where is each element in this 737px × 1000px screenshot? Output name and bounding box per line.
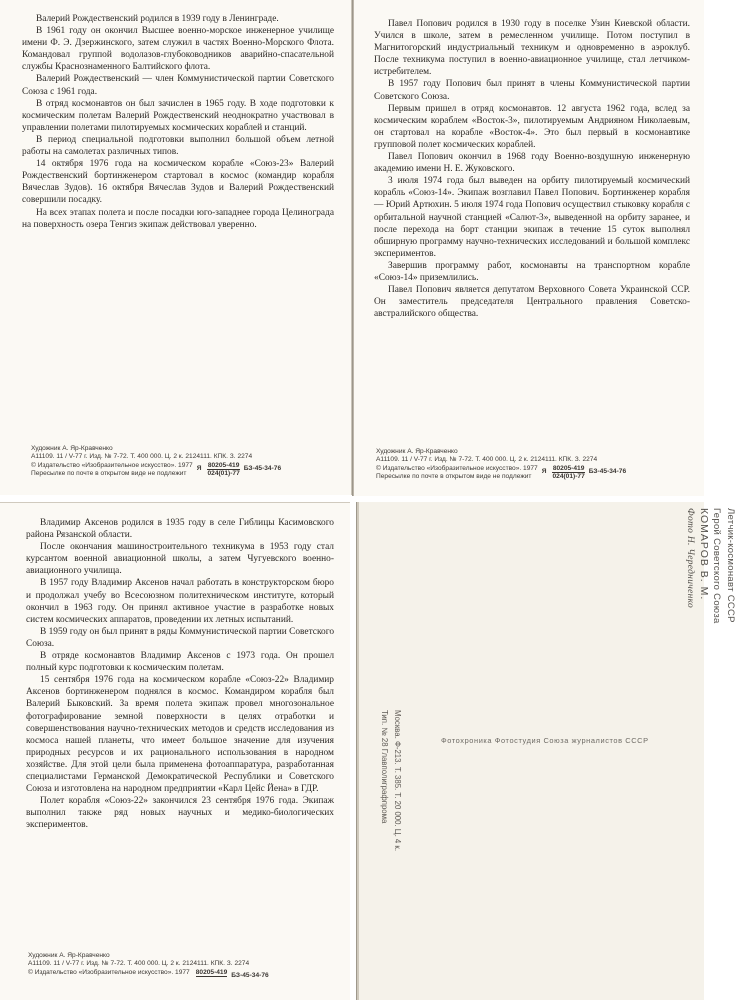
paragraph: Павел Попович является депутатом Верховного Совета Украинской ССР. Он заместитель председателя Центрального правления Советско-австралийского общества. [374, 285, 690, 320]
publisher-line: Фотохроника Фотостудия Союза журналистов СССР [441, 736, 649, 745]
paragraph: В 1957 году Попович был принят в члены Коммунистической партии Советского Союза. [374, 79, 690, 102]
paragraph: В 1959 году он был принят в ряды Коммунистической партии Советского Союза. [26, 626, 335, 649]
paragraph: В 1961 году он окончил Высшее военно-морское инженерное училище имени Ф. Э. Дзержинского, затем служил в частях Военно-Морского Флота. Командовал группой водолазов-глубоководников аварийно-спасательной службы Краснознаменного Балтийского флота. [22, 26, 334, 73]
price-code: БЗ-45-34-76 [588, 467, 627, 475]
copyright-line: © Издательство «Изобразительное искусство». 1977 [28, 968, 190, 976]
print-info [378, 710, 404, 851]
paragraph: В 1957 году Владимир Аксенов начал работать в конструкторском бюро и продолжал учебу во Всесоюзном политехническом институте, который окончил в 1963 году. Он принял активное участие в разработке новых систем космических аппаратов, проведении их летных испытаний. [26, 578, 334, 625]
code-denominator: 024(01)-77 [207, 469, 240, 477]
mail-notice: Пересылке по почте в открытом виде не подлежит [31, 470, 187, 478]
imprint [31, 445, 281, 479]
order-line: А11109. 11 / V-77 г. Изд. № 7-72. Т. 400 000. Ц. 2 к. 2124111. КПК. З. 2274 [376, 456, 598, 464]
card-rozhdestvensky [0, 0, 352, 495]
paragraph: После окончания машиностроительного техникума в 1953 году стал курсантом военной авиационной школы, а затем Чугуевского военно-авиационного училища. [26, 542, 334, 577]
catalog-code [552, 465, 584, 480]
copyright-line: © Издательство «Изобразительное искусство». 1977 [31, 461, 193, 469]
paragraph: Завершив программу работ, космонавты на транспортном корабле «Союз-14» приземлились. [374, 260, 690, 283]
print-line: Москва. Ф-213. Т. 385. Т. 20 000. Ц. 4 к. [393, 710, 402, 851]
order-line: А11109. 11 / V-77 г. Изд. № 7-72. Т. 400 000. Ц. 2 к. 2124111. КПК. З. 2274 [31, 453, 253, 461]
copyright-line: © Издательство «Изобразительное искусство». 1977 [376, 464, 538, 472]
catalog-code [207, 462, 239, 477]
imprint [376, 448, 626, 482]
code-numerator: 80205-419 [207, 461, 240, 469]
biography-text [26, 517, 334, 831]
artist-credit: Художник А. Яр-Кравченко [28, 952, 110, 959]
price-code: БЗ-45-34-76 [243, 464, 282, 472]
paragraph: В отряде космонавтов Владимир Аксенов с 1973 года. Он прошел полный курс подготовки к космическим полетам. [26, 651, 334, 674]
code-prefix: Я [196, 464, 202, 472]
paragraph: Валерий Рождественский — член Коммунистической партии Советского Союза с 1961 года. [22, 74, 334, 97]
paragraph: Павел Попович окончил в 1968 году Военно-воздушную инженерную академию имени Н. Е. Жуковского. [374, 152, 690, 175]
caption-name: КОМАРОВ В. М. [698, 508, 710, 601]
caption-photographer: Фото Н. Чередниченко [685, 508, 696, 609]
card-popovich [353, 0, 704, 496]
artist-credit: Художник А. Яр-Кравченко [31, 445, 113, 452]
biography-text [22, 13, 334, 231]
code-denominator: 024(01)-77 [552, 472, 585, 480]
paragraph: 15 сентября 1976 года на космическом корабле «Союз-22» Владимир Аксенов бортинженером поднялся в космос. Командиром корабля был Валерий Быковский. За время полета экипаж провел многозональное фотографирование земной поверхности в целях отработки и совершенствования научно-технических методов и средств исследования из космоса нашей планеты, что имеет большое значение для изучения природных ресурсов и их рационального использования в народном хозяйстве. Для этой цели была применена фотоаппаратура, разработанная специалистами Германской Демократической Республики и Советского Союза и изготовлена на народном предприятии «Карл Цейс Йена» в ГДР. [26, 675, 334, 795]
paragraph: 3 июля 1974 года был выведен на орбиту пилотируемый космический корабль «Союз-14». Экипаж возглавил Павел Попович. Бортинженер корабля — Юрий Артюхин. 5 июля 1974 года Попович осуществил стыковку корабля с орбитальной научной станцией «Салют-3», выведенной на орбиту заранее, и после перехода на борт станции экипаж в течение 15 суток выполнял обширную программу научно-технических исследований и большой комплекс экспериментов. [374, 176, 690, 259]
artist-credit: Художник А. Яр-Кравченко [376, 448, 458, 455]
paragraph: Полет корабля «Союз-22» закончился 23 сентября 1976 года. Экипаж выполнил также ряд новых научных и медико-биологических экспериментов. [26, 796, 334, 831]
print-line: Тип. № 28 Главполиграфпрома [380, 710, 389, 824]
card-aksenov [0, 502, 350, 1000]
card-komarov-back [356, 502, 736, 1000]
code-numerator: 80205-419 [195, 968, 228, 976]
code-prefix: Я [541, 467, 547, 475]
paragraph: На всех этапах полета и после посадки юго-западнее города Целинограда на поверхность озера Тенгиз экипаж действовал уверенно. [22, 207, 334, 230]
caption-line: Летчик-космонавт СССР [725, 508, 736, 623]
paragraph: В период специальной подготовки выполнил большой объем летной работы на самолетах различных типов. [22, 134, 334, 158]
paragraph: Владимир Аксенов родился в 1935 году в селе Гиблицы Касимовского района Рязанской области. [26, 518, 334, 541]
paragraph: В отряд космонавтов он был зачислен в 1965 году. В ходе подготовки к космическим полетам Валерий Рождественский неоднократно участвовал в управлении полетами пилотируемых космических кораблей и станций. [22, 98, 334, 133]
imprint [28, 952, 269, 980]
paragraph: Павел Попович родился в 1930 году в поселке Узин Киевской области. Учился в школе, затем в ремесленном училище. Потом поступил в Магнитогорский индустриальный техникум и одновременно в аэроклуб. После техникума поступил в военно-авиационное училище, стал летчиком-истребителем. [374, 19, 690, 78]
mail-notice: Пересылке по почте в открытом виде не подлежит [376, 473, 532, 481]
code-numerator: 80205-419 [552, 464, 585, 472]
photo-caption [683, 508, 737, 624]
caption-line: Герой Советского Союза [711, 508, 723, 624]
paragraph: Валерий Рождественский родился в 1939 году в Ленинграде. [36, 14, 279, 24]
order-line: А11109. 11 / V-77 г. Изд. № 7-72. Т. 400 000. Ц. 2 к. 2124111. КПК. З. 2274 [28, 960, 250, 968]
paragraph: Первым пришел в отряд космонавтов. 12 августа 1962 года, вслед за космическим кораблем «Восток-3», пилотируемым Андрияном Николаевым, он стартовал на корабле «Восток-4». Это был первый в космонавтике групповой полет космических кораблей. [374, 103, 690, 150]
catalog-code [196, 969, 228, 977]
paragraph: 14 октября 1976 года на космическом корабле «Союз-23» Валерий Рождественский бортинженером стартовал в космос (командир корабля Вячеслав Зудов). 16 октября Вячеслав Зудов и Валерий Рождественский совершили посадку. [22, 159, 334, 206]
price-code: БЗ-45-34-76 [231, 971, 269, 979]
biography-text [374, 18, 690, 320]
